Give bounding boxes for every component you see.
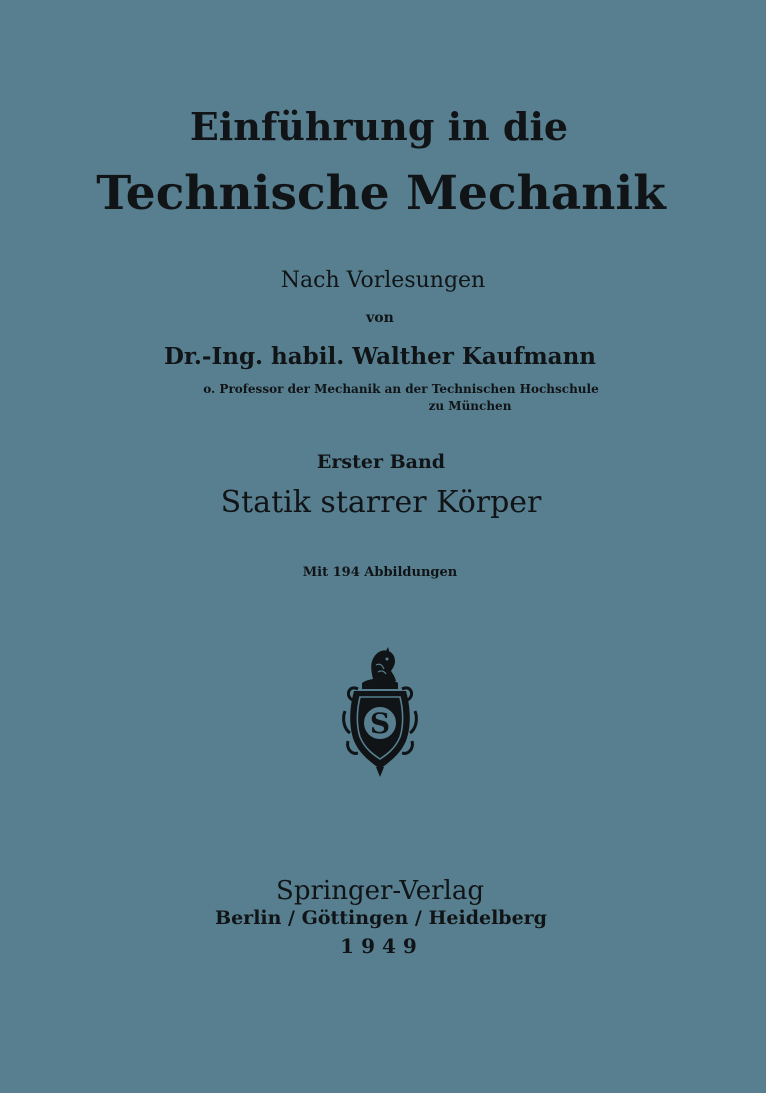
springer-knight-shield-emblem-icon bbox=[340, 641, 420, 779]
illustrations-note: Mit 194 Abbildungen bbox=[302, 565, 458, 580]
book-subtitle: Statik starrer Körper bbox=[220, 485, 542, 520]
publication-year: 1949 bbox=[340, 934, 424, 958]
lecture-note: Nach Vorlesungen bbox=[280, 268, 486, 293]
by-label: von bbox=[366, 310, 394, 326]
affiliation-line-1: o. Professor der Mechanik an der Technischen Hochschule bbox=[203, 382, 599, 396]
publisher-cities: Berlin / Göttingen / Heidelberg bbox=[215, 907, 547, 929]
affiliation-line-2: zu München bbox=[428, 399, 512, 413]
title-line-1: Einführung in die bbox=[189, 104, 569, 149]
logo-monogram: S bbox=[369, 707, 391, 740]
volume-label: Erster Band bbox=[316, 451, 446, 473]
author-name: Dr.-Ing. habil. Walther Kaufmann bbox=[163, 343, 597, 370]
title-line-2: Technische Mechanik bbox=[96, 166, 666, 221]
publisher-name: Springer-Verlag bbox=[276, 876, 484, 906]
